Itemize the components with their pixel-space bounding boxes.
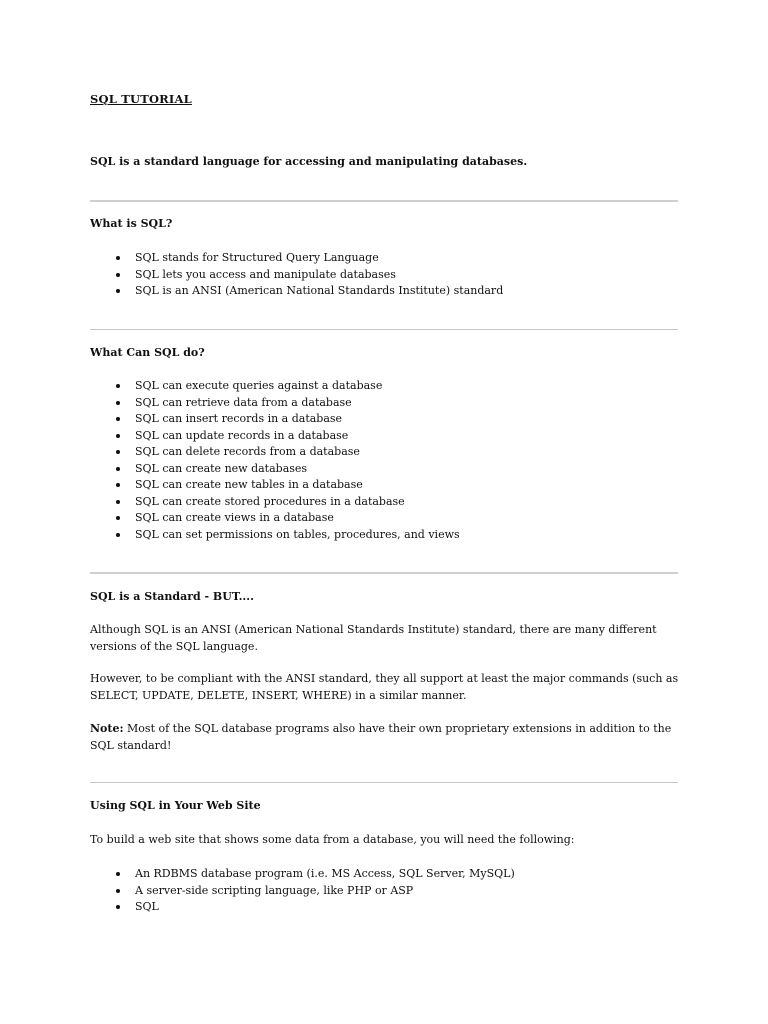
bullet-icon <box>116 417 120 421</box>
bullet-icon <box>116 905 120 909</box>
page-title: SQL TUTORIAL <box>90 92 192 106</box>
bullet-icon <box>116 450 120 454</box>
divider <box>90 572 678 574</box>
bullet-icon <box>116 401 120 405</box>
standard-paragraph-2: However, to be compliant with the ANSI standard, they all support at least the major commands (such as SELECT, UPDATE, DELETE, INSERT, WHERE) in a similar manner. <box>90 672 679 702</box>
bullet-icon <box>116 516 120 520</box>
list-item: SQL can insert records in a database <box>90 411 460 428</box>
intro-text: SQL is a standard language for accessing and manipulating databases. <box>90 155 528 168</box>
divider <box>90 200 678 202</box>
section-heading-standard: SQL is a Standard - BUT.... <box>90 590 254 603</box>
divider <box>90 329 678 330</box>
list-item: SQL lets you access and manipulate databases <box>90 267 503 284</box>
what-can-list <box>90 378 460 543</box>
list-item: SQL <box>90 899 515 916</box>
section-heading-what-can: What Can SQL do? <box>90 346 205 359</box>
list-item: SQL is an ANSI (American National Standards Institute) standard <box>90 283 503 300</box>
list-item: SQL can create new databases <box>90 461 460 478</box>
list-item: SQL can create views in a database <box>90 510 460 527</box>
web-list <box>90 866 515 916</box>
standard-paragraph-1: Although SQL is an ANSI (American National Standards Institute) standard, there are many different versions of the SQL language. <box>90 623 657 653</box>
bullet-icon <box>116 256 120 260</box>
bullet-icon <box>116 872 120 876</box>
list-item: SQL can create stored procedures in a database <box>90 494 460 511</box>
list-item: SQL can update records in a database <box>90 428 460 445</box>
section-heading-web: Using SQL in Your Web Site <box>90 799 261 812</box>
note-label: Note: <box>90 722 124 735</box>
list-item: A server-side scripting language, like PHP or ASP <box>90 883 515 900</box>
what-is-list <box>90 250 503 300</box>
list-item: SQL can delete records from a database <box>90 444 460 461</box>
list-item: SQL can execute queries against a database <box>90 378 460 395</box>
bullet-icon <box>116 533 120 537</box>
list-item: SQL can set permissions on tables, procedures, and views <box>90 527 460 544</box>
bullet-icon <box>116 500 120 504</box>
list-item: SQL can create new tables in a database <box>90 477 460 494</box>
bullet-icon <box>116 467 120 471</box>
bullet-icon <box>116 289 120 293</box>
bullet-icon <box>116 483 120 487</box>
bullet-icon <box>116 434 120 438</box>
list-item: SQL can retrieve data from a database <box>90 395 460 412</box>
standard-note <box>90 721 690 754</box>
web-paragraph: To build a web site that shows some data from a database, you will need the following: <box>90 833 575 846</box>
list-item: SQL stands for Structured Query Language <box>90 250 503 267</box>
list-item: An RDBMS database program (i.e. MS Access, SQL Server, MySQL) <box>90 866 515 883</box>
bullet-icon <box>116 273 120 277</box>
bullet-icon <box>116 384 120 388</box>
section-heading-what-is: What is SQL? <box>90 217 173 230</box>
bullet-icon <box>116 889 120 893</box>
divider <box>90 782 678 783</box>
note-text: Most of the SQL database programs also have their own proprietary extensions in addition to the SQL standard! <box>90 722 672 752</box>
